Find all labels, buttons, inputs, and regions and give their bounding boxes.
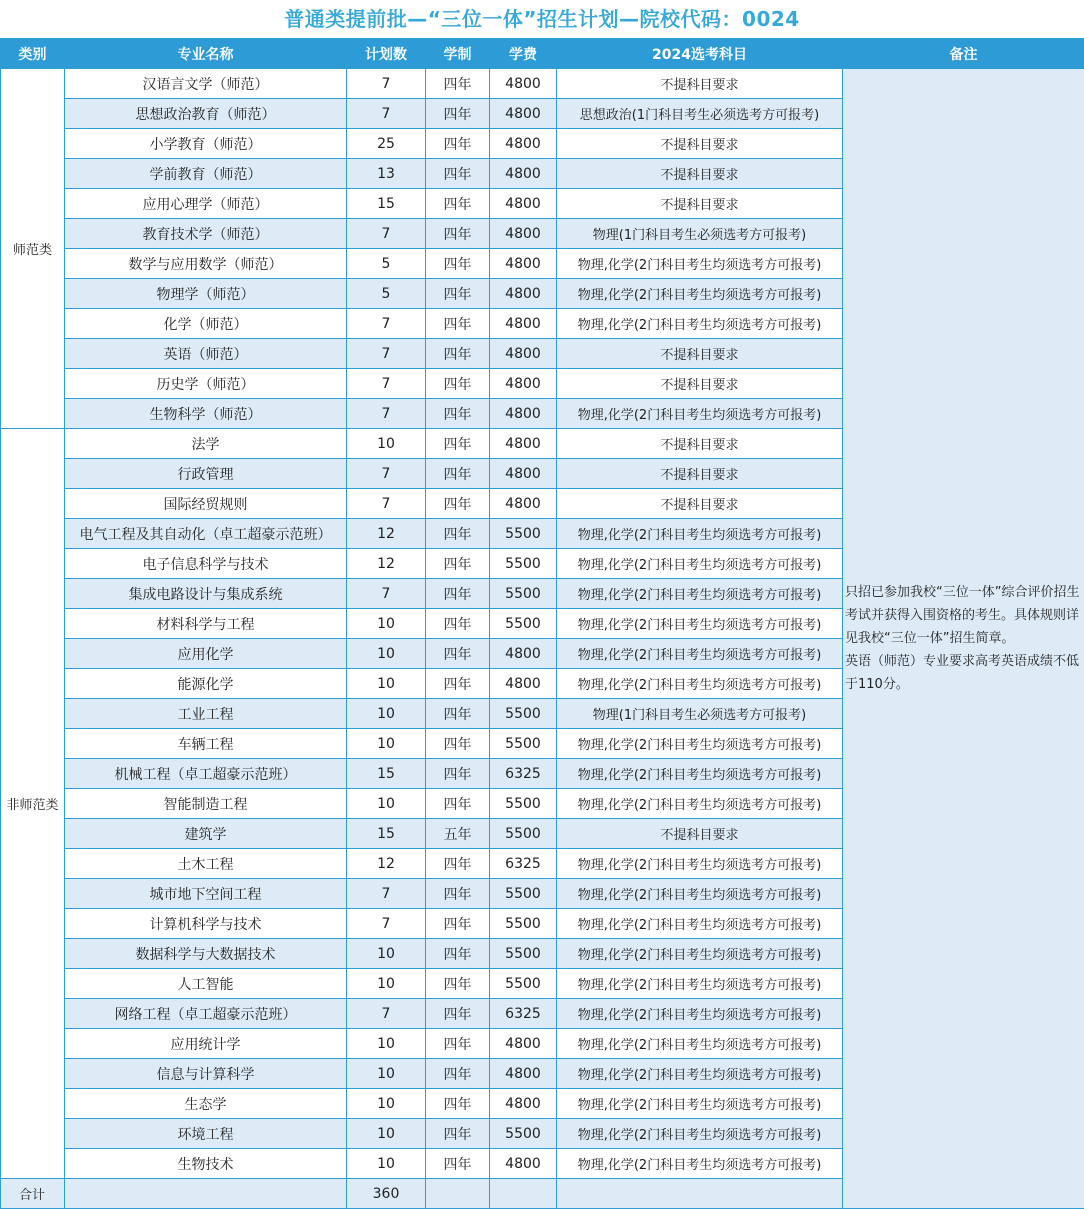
plan-count-cell: 15 xyxy=(347,819,426,849)
required-subjects-cell: 物理,化学(2门科目考生均须选考方可报考) xyxy=(557,849,843,879)
study-years-cell: 四年 xyxy=(426,849,490,879)
study-years-cell: 四年 xyxy=(426,1029,490,1059)
study-years-cell: 四年 xyxy=(426,729,490,759)
required-subjects-cell: 物理,化学(2门科目考生均须选考方可报考) xyxy=(557,999,843,1029)
major-name-cell: 行政管理 xyxy=(65,459,347,489)
tuition-fee-cell: 5500 xyxy=(490,789,557,819)
required-subjects-cell: 不提科目要求 xyxy=(557,159,843,189)
study-years-cell: 四年 xyxy=(426,159,490,189)
major-name-cell: 电气工程及其自动化（卓工超豪示范班） xyxy=(65,519,347,549)
tuition-fee-cell: 5500 xyxy=(490,879,557,909)
tuition-fee-cell: 6325 xyxy=(490,759,557,789)
plan-count-cell: 15 xyxy=(347,759,426,789)
study-years-cell: 四年 xyxy=(426,1059,490,1089)
major-name-cell: 能源化学 xyxy=(65,669,347,699)
plan-count-cell: 10 xyxy=(347,729,426,759)
major-name-cell: 生物技术 xyxy=(65,1149,347,1179)
tuition-fee-cell: 4800 xyxy=(490,639,557,669)
category-cell: 师范类 xyxy=(1,69,65,429)
tuition-fee-cell: 5500 xyxy=(490,729,557,759)
plan-count-cell: 7 xyxy=(347,219,426,249)
major-name-cell: 法学 xyxy=(65,429,347,459)
tuition-fee-cell: 4800 xyxy=(490,669,557,699)
study-years-cell: 四年 xyxy=(426,249,490,279)
required-subjects-cell: 不提科目要求 xyxy=(557,69,843,99)
required-subjects-cell: 物理,化学(2门科目考生均须选考方可报考) xyxy=(557,309,843,339)
plan-count-cell: 10 xyxy=(347,429,426,459)
major-name-cell: 应用化学 xyxy=(65,639,347,669)
required-subjects-cell: 不提科目要求 xyxy=(557,429,843,459)
major-name-cell: 智能制造工程 xyxy=(65,789,347,819)
remarks-cell: 只招已参加我校“三位一体”综合评价招生考试并获得入围资格的考生。具体规则详见我校“三位一体”招生简章。 英语（师范）专业要求高考英语成绩不低于110分。 xyxy=(843,69,1084,1209)
plan-count-cell: 10 xyxy=(347,639,426,669)
tuition-fee-cell: 4800 xyxy=(490,309,557,339)
tuition-fee-cell: 4800 xyxy=(490,1059,557,1089)
tuition-fee-cell: 5500 xyxy=(490,819,557,849)
study-years-cell: 四年 xyxy=(426,939,490,969)
required-subjects-cell: 不提科目要求 xyxy=(557,819,843,849)
major-name-cell: 小学教育（师范） xyxy=(65,129,347,159)
study-years-cell: 四年 xyxy=(426,969,490,999)
header-major: 专业名称 xyxy=(65,39,347,69)
plan-count-cell: 7 xyxy=(347,459,426,489)
major-name-cell: 应用心理学（师范） xyxy=(65,189,347,219)
study-years-cell: 四年 xyxy=(426,489,490,519)
plan-count-cell: 7 xyxy=(347,309,426,339)
required-subjects-cell: 物理,化学(2门科目考生均须选考方可报考) xyxy=(557,669,843,699)
required-subjects-cell: 不提科目要求 xyxy=(557,189,843,219)
major-name-cell: 材料科学与工程 xyxy=(65,609,347,639)
tuition-fee-cell: 5500 xyxy=(490,969,557,999)
study-years-cell: 四年 xyxy=(426,609,490,639)
tuition-fee-cell: 4800 xyxy=(490,429,557,459)
enrollment-plan-table xyxy=(0,38,1084,1209)
tuition-fee-cell: 4800 xyxy=(490,369,557,399)
plan-count-cell: 10 xyxy=(347,1119,426,1149)
required-subjects-cell: 物理,化学(2门科目考生均须选考方可报考) xyxy=(557,549,843,579)
required-subjects-cell: 思想政治(1门科目考生必须选考方可报考) xyxy=(557,99,843,129)
plan-count-cell: 7 xyxy=(347,69,426,99)
major-name-cell: 物理学（师范） xyxy=(65,279,347,309)
study-years-cell: 四年 xyxy=(426,639,490,669)
header-subjects: 2024选考科目 xyxy=(557,39,843,69)
plan-count-cell: 15 xyxy=(347,189,426,219)
major-name-cell: 数据科学与大数据技术 xyxy=(65,939,347,969)
required-subjects-cell: 物理,化学(2门科目考生均须选考方可报考) xyxy=(557,1089,843,1119)
header-count: 计划数 xyxy=(347,39,426,69)
study-years-cell: 四年 xyxy=(426,789,490,819)
page-title: 普通类提前批—“三位一体”招生计划—院校代码：0024 xyxy=(284,7,800,31)
study-years-cell: 四年 xyxy=(426,519,490,549)
required-subjects-cell: 物理(1门科目考生必须选考方可报考) xyxy=(557,219,843,249)
required-subjects-cell: 物理,化学(2门科目考生均须选考方可报考) xyxy=(557,729,843,759)
study-years-cell: 四年 xyxy=(426,879,490,909)
required-subjects-cell: 物理,化学(2门科目考生均须选考方可报考) xyxy=(557,579,843,609)
required-subjects-cell: 物理,化学(2门科目考生均须选考方可报考) xyxy=(557,1119,843,1149)
plan-count-cell: 13 xyxy=(347,159,426,189)
header-fee: 学费 xyxy=(490,39,557,69)
study-years-cell: 四年 xyxy=(426,549,490,579)
tuition-fee-cell: 5500 xyxy=(490,699,557,729)
plan-count-cell: 10 xyxy=(347,789,426,819)
major-name-cell: 网络工程（卓工超豪示范班） xyxy=(65,999,347,1029)
tuition-fee-cell: 4800 xyxy=(490,159,557,189)
header-category: 类别 xyxy=(1,39,65,69)
total-empty-cell xyxy=(490,1179,557,1209)
required-subjects-cell: 不提科目要求 xyxy=(557,339,843,369)
study-years-cell: 四年 xyxy=(426,429,490,459)
required-subjects-cell: 不提科目要求 xyxy=(557,489,843,519)
major-name-cell: 数学与应用数学（师范） xyxy=(65,249,347,279)
study-years-cell: 四年 xyxy=(426,669,490,699)
major-name-cell: 化学（师范） xyxy=(65,309,347,339)
required-subjects-cell: 物理,化学(2门科目考生均须选考方可报考) xyxy=(557,909,843,939)
plan-count-cell: 10 xyxy=(347,1089,426,1119)
plan-count-cell: 10 xyxy=(347,1029,426,1059)
required-subjects-cell: 物理,化学(2门科目考生均须选考方可报考) xyxy=(557,939,843,969)
total-empty-cell xyxy=(426,1179,490,1209)
table-header-row xyxy=(1,39,1084,69)
major-name-cell: 学前教育（师范） xyxy=(65,159,347,189)
required-subjects-cell: 物理,化学(2门科目考生均须选考方可报考) xyxy=(557,759,843,789)
tuition-fee-cell: 4800 xyxy=(490,189,557,219)
tuition-fee-cell: 4800 xyxy=(490,1089,557,1119)
major-name-cell: 应用统计学 xyxy=(65,1029,347,1059)
plan-count-cell: 10 xyxy=(347,939,426,969)
tuition-fee-cell: 4800 xyxy=(490,489,557,519)
required-subjects-cell: 物理,化学(2门科目考生均须选考方可报考) xyxy=(557,969,843,999)
study-years-cell: 四年 xyxy=(426,69,490,99)
major-name-cell: 机械工程（卓工超豪示范班） xyxy=(65,759,347,789)
total-label-cell: 合计 xyxy=(1,1179,65,1209)
required-subjects-cell: 物理,化学(2门科目考生均须选考方可报考) xyxy=(557,879,843,909)
plan-count-cell: 7 xyxy=(347,489,426,519)
required-subjects-cell: 不提科目要求 xyxy=(557,129,843,159)
study-years-cell: 四年 xyxy=(426,369,490,399)
major-name-cell: 集成电路设计与集成系统 xyxy=(65,579,347,609)
plan-count-cell: 7 xyxy=(347,99,426,129)
header-years: 学制 xyxy=(426,39,490,69)
major-name-cell: 电子信息科学与技术 xyxy=(65,549,347,579)
tuition-fee-cell: 4800 xyxy=(490,219,557,249)
tuition-fee-cell: 4800 xyxy=(490,459,557,489)
major-name-cell: 土木工程 xyxy=(65,849,347,879)
plan-count-cell: 7 xyxy=(347,879,426,909)
major-name-cell: 工业工程 xyxy=(65,699,347,729)
major-name-cell: 计算机科学与技术 xyxy=(65,909,347,939)
tuition-fee-cell: 5500 xyxy=(490,549,557,579)
header-note: 备注 xyxy=(843,39,1084,69)
tuition-fee-cell: 5500 xyxy=(490,519,557,549)
required-subjects-cell: 物理,化学(2门科目考生均须选考方可报考) xyxy=(557,519,843,549)
study-years-cell: 四年 xyxy=(426,339,490,369)
tuition-fee-cell: 4800 xyxy=(490,249,557,279)
tuition-fee-cell: 4800 xyxy=(490,1029,557,1059)
required-subjects-cell: 物理,化学(2门科目考生均须选考方可报考) xyxy=(557,639,843,669)
tuition-fee-cell: 6325 xyxy=(490,849,557,879)
tuition-fee-cell: 6325 xyxy=(490,999,557,1029)
plan-count-cell: 10 xyxy=(347,699,426,729)
total-empty-cell xyxy=(557,1179,843,1209)
total-count-cell: 360 xyxy=(347,1179,426,1209)
plan-count-cell: 10 xyxy=(347,969,426,999)
study-years-cell: 四年 xyxy=(426,399,490,429)
major-name-cell: 国际经贸规则 xyxy=(65,489,347,519)
study-years-cell: 四年 xyxy=(426,579,490,609)
tuition-fee-cell: 4800 xyxy=(490,129,557,159)
required-subjects-cell: 物理,化学(2门科目考生均须选考方可报考) xyxy=(557,789,843,819)
total-empty-cell xyxy=(65,1179,347,1209)
required-subjects-cell: 物理,化学(2门科目考生均须选考方可报考) xyxy=(557,1059,843,1089)
plan-count-cell: 7 xyxy=(347,999,426,1029)
major-name-cell: 环境工程 xyxy=(65,1119,347,1149)
tuition-fee-cell: 4800 xyxy=(490,1149,557,1179)
study-years-cell: 四年 xyxy=(426,909,490,939)
required-subjects-cell: 物理,化学(2门科目考生均须选考方可报考) xyxy=(557,249,843,279)
major-name-cell: 教育技术学（师范） xyxy=(65,219,347,249)
study-years-cell: 四年 xyxy=(426,1119,490,1149)
study-years-cell: 四年 xyxy=(426,309,490,339)
study-years-cell: 四年 xyxy=(426,99,490,129)
required-subjects-cell: 物理,化学(2门科目考生均须选考方可报考) xyxy=(557,399,843,429)
plan-count-cell: 10 xyxy=(347,669,426,699)
study-years-cell: 四年 xyxy=(426,699,490,729)
major-name-cell: 思想政治教育（师范） xyxy=(65,99,347,129)
category-cell: 非师范类 xyxy=(1,429,65,1179)
major-name-cell: 生态学 xyxy=(65,1089,347,1119)
study-years-cell: 四年 xyxy=(426,279,490,309)
tuition-fee-cell: 5500 xyxy=(490,579,557,609)
plan-count-cell: 10 xyxy=(347,1059,426,1089)
tuition-fee-cell: 5500 xyxy=(490,609,557,639)
plan-count-cell: 7 xyxy=(347,909,426,939)
major-name-cell: 城市地下空间工程 xyxy=(65,879,347,909)
required-subjects-cell: 不提科目要求 xyxy=(557,369,843,399)
study-years-cell: 五年 xyxy=(426,819,490,849)
plan-count-cell: 7 xyxy=(347,399,426,429)
plan-count-cell: 7 xyxy=(347,579,426,609)
table-row xyxy=(1,69,1084,99)
required-subjects-cell: 物理,化学(2门科目考生均须选考方可报考) xyxy=(557,279,843,309)
major-name-cell: 信息与计算科学 xyxy=(65,1059,347,1089)
required-subjects-cell: 物理(1门科目考生必须选考方可报考) xyxy=(557,699,843,729)
plan-count-cell: 12 xyxy=(347,519,426,549)
tuition-fee-cell: 4800 xyxy=(490,99,557,129)
plan-count-cell: 7 xyxy=(347,339,426,369)
tuition-fee-cell: 4800 xyxy=(490,339,557,369)
plan-count-cell: 5 xyxy=(347,249,426,279)
study-years-cell: 四年 xyxy=(426,1089,490,1119)
required-subjects-cell: 物理,化学(2门科目考生均须选考方可报考) xyxy=(557,1029,843,1059)
plan-count-cell: 25 xyxy=(347,129,426,159)
plan-count-cell: 12 xyxy=(347,549,426,579)
study-years-cell: 四年 xyxy=(426,129,490,159)
tuition-fee-cell: 5500 xyxy=(490,939,557,969)
study-years-cell: 四年 xyxy=(426,219,490,249)
tuition-fee-cell: 5500 xyxy=(490,1119,557,1149)
major-name-cell: 人工智能 xyxy=(65,969,347,999)
plan-count-cell: 7 xyxy=(347,369,426,399)
tuition-fee-cell: 4800 xyxy=(490,279,557,309)
major-name-cell: 生物科学（师范） xyxy=(65,399,347,429)
major-name-cell: 车辆工程 xyxy=(65,729,347,759)
tuition-fee-cell: 4800 xyxy=(490,69,557,99)
study-years-cell: 四年 xyxy=(426,189,490,219)
major-name-cell: 汉语言文学（师范） xyxy=(65,69,347,99)
major-name-cell: 历史学（师范） xyxy=(65,369,347,399)
plan-count-cell: 12 xyxy=(347,849,426,879)
major-name-cell: 英语（师范） xyxy=(65,339,347,369)
required-subjects-cell: 物理,化学(2门科目考生均须选考方可报考) xyxy=(557,1149,843,1179)
plan-count-cell: 10 xyxy=(347,609,426,639)
major-name-cell: 建筑学 xyxy=(65,819,347,849)
plan-count-cell: 5 xyxy=(347,279,426,309)
study-years-cell: 四年 xyxy=(426,759,490,789)
study-years-cell: 四年 xyxy=(426,999,490,1029)
study-years-cell: 四年 xyxy=(426,459,490,489)
tuition-fee-cell: 4800 xyxy=(490,399,557,429)
plan-count-cell: 10 xyxy=(347,1149,426,1179)
study-years-cell: 四年 xyxy=(426,1149,490,1179)
tuition-fee-cell: 5500 xyxy=(490,909,557,939)
required-subjects-cell: 不提科目要求 xyxy=(557,459,843,489)
required-subjects-cell: 物理,化学(2门科目考生均须选考方可报考) xyxy=(557,609,843,639)
